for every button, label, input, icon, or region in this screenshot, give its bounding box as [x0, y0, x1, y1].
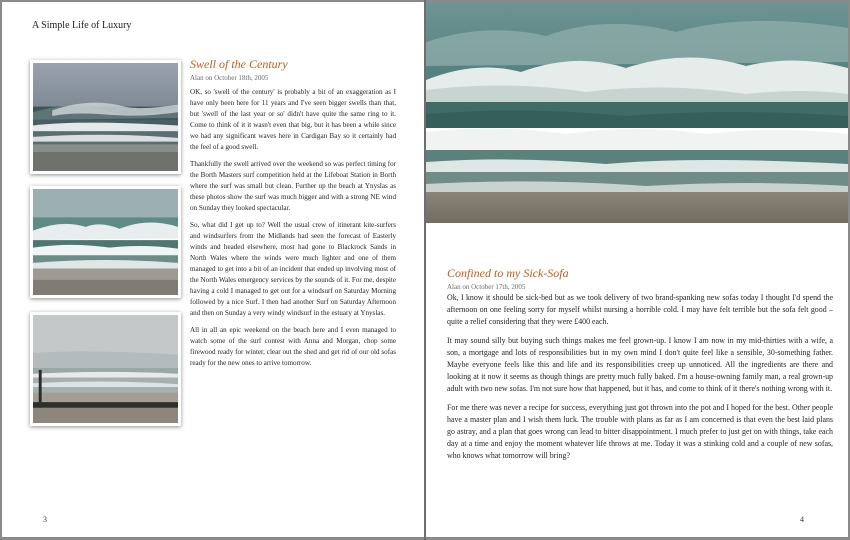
article-paragraph: For me there was never a recipe for success, everything just got thrown into the pot and I hoped for the best. Other people have a master plan and I wish them luck. The trouble with plans as far as I am concerned is that even the best laid plans go astray, and a plan that goes wrong can lead to bitter disappointment. I much prefer to just get on with things, take each day at a time and enjoy the moment whatever life throws at me. Today it was a stinking cold and a couple of new sofas, who knows what tomorrow will bring?	[447, 403, 833, 460]
surf-photo-1	[30, 60, 181, 174]
page-number: 4	[800, 515, 804, 524]
article-swell-of-the-century	[190, 56, 396, 375]
hero-surf-photo-image	[426, 2, 848, 223]
article-byline: Alan on October 18th, 2005	[190, 74, 269, 82]
article-byline: Alan on October 17th, 2005	[447, 283, 526, 291]
article-paragraph: Thankfully the swell arrived over the weekend so was perfect timing for the Borth Masters surf competition held at the Lifeboat Station in Borth where the surf was small but clean. Further up the beach at Ynyslas as these photos show the surf was much bigger and with a strong NE wind on Sunday they looked spectacular.	[190, 160, 396, 212]
surf-photo-2-image	[33, 189, 178, 295]
article-paragraph: So, what did I get up to? Well the usual crew of itinerant kite-surfers and windsurfers from the Midlands had seen the forecast of Easterly winds and headed elsewhere, most had gone to Blackrock Sands in North Wales where the winds were much lighter and one of them managed to get into a bit of an incident that ended up involving most of the North Wales emergency services by the sounds of it. For me, despite having a cold I managed to get out for a windsurf on Saturday Morning followed by a nice Surf. I then had another Surf on Saturday Afternoon and then on Sunday a very windy windsurf in the estuary at Ynyslas.	[190, 221, 396, 317]
left-page	[2, 2, 424, 537]
article-confined-to-my-sick-sofa	[447, 265, 833, 469]
surf-photo-1-image	[33, 63, 178, 171]
running-head: A Simple Life of Luxury	[32, 20, 132, 31]
surf-photo-3	[30, 312, 181, 426]
article-paragraph: All in all an epic weekend on the beach here and I even managed to watch some of the surf contest with Anna and Morgan, chop some firewood ready for winter, clear out the shed and get rid of our old sofas ready for the new ones to arrive tomorrow.	[190, 326, 396, 367]
hero-surf-photo	[426, 2, 848, 223]
article-paragraph: OK, so 'swell of the century' is probably a bit of an exaggeration as I have only been here for 11 years and I've seen bigger swells than that, but 'swell of the last year or so' didn't have quite the same ring to it. Come to think of it it wasn't even that big, but it has been a while since we had any significant waves here in Cardigan Bay so it certainly had the feel of a good swell.	[190, 88, 396, 151]
article-paragraph: It may sound silly but buying such things makes me feel grown-up. I know I am now in my mid-thirties with a wife, a son, a mortgage and lots of responsibilities but in my own mind I don't quite feel like a sensible, 30-something father. Maybe everyone feels like this and life and its responsibilities creep up unnoticed. All the ingredients are there and looking at it now it seems as though things are pretty much fully baked. I'm a house-owning family man, a real grown-up adult with two new sofas. I'm not sure how that happened, but it has, and come to think of it there's nothing wrong with it.	[447, 336, 833, 393]
article-title: Swell of the Century	[190, 57, 288, 71]
article-paragraph: Ok, I know it should be sick-bed but as we took delivery of two brand-spanking new sofas today I thought I'd spend the afternoon on one feeling sorry for myself whilst nursing a horrible cold. I may have felt terrible but the sofa felt good – quite a relief considering that they were £400 each.	[447, 293, 833, 326]
article-title: Confined to my Sick-Sofa	[447, 266, 569, 280]
page-number: 3	[43, 515, 47, 524]
surf-photo-3-image	[33, 315, 178, 423]
surf-photo-2	[30, 186, 181, 298]
right-page	[426, 2, 848, 537]
